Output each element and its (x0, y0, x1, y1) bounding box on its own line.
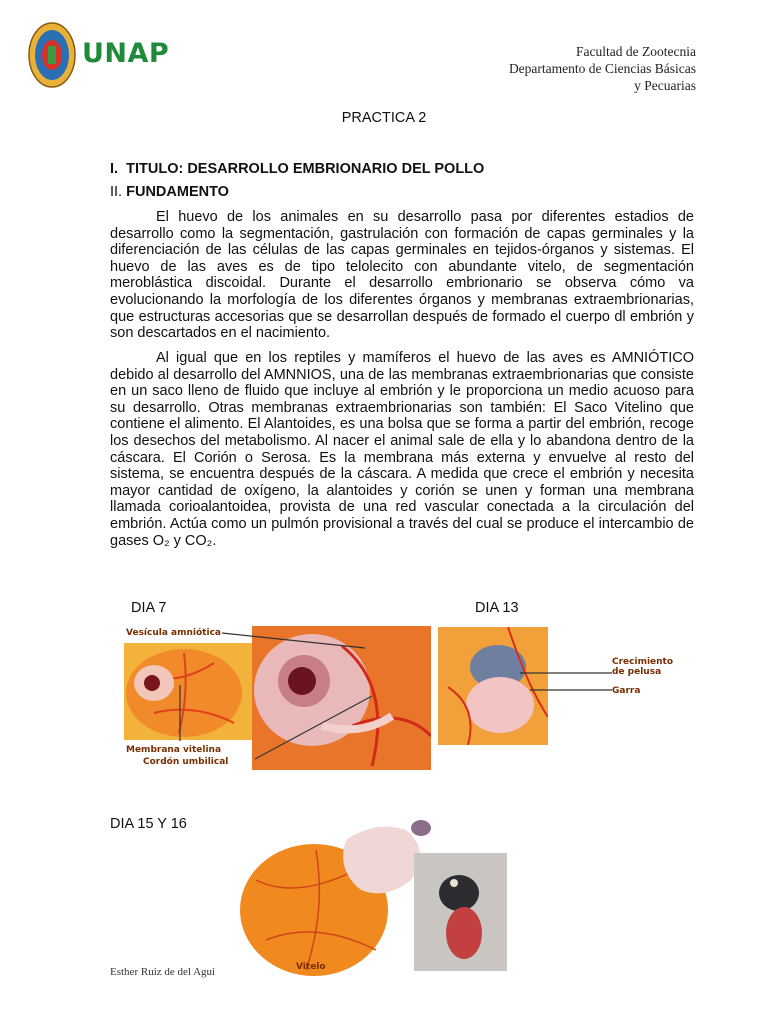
institution-line: Facultad de Zootecnia (576, 44, 696, 59)
embryo-day16-photo (414, 853, 507, 971)
paragraph-2 (110, 350, 694, 549)
callout-cordon-umbilical: Cordón umbilical (143, 757, 229, 767)
section-fundamento-heading (110, 184, 229, 200)
callout-membrana-vitelina: Membrana vitelina (126, 745, 222, 755)
callout-garra: Garra (612, 686, 641, 696)
section-fundamento-text: FUNDAMENTO (126, 184, 229, 200)
unap-logo-text: UNAP (82, 38, 170, 69)
figure-label-dia13: DIA 13 (475, 600, 519, 616)
figure-label-dia7: DIA 7 (131, 600, 167, 616)
section-title-heading (110, 161, 484, 177)
section-number: II. (110, 184, 123, 200)
institution-line: Departamento de Ciencias Básicas (508, 61, 696, 76)
callout-arrows-dia7 (150, 620, 380, 760)
callout-arrows-dia13 (520, 665, 612, 695)
callout-vitelo: Vitelo (296, 962, 326, 972)
paragraph-text: Al igual que en los reptiles y mamíferos el huevo de las aves es AMNIÓTICO debido al desarrollo del AMNNIOS, una de las membranas extraembrionarias que consiste en un saco lleno de fluido que incluye al embrión y le proporciona un medio acuoso para su desarrollo. Otras membranas extraembrionarias son también: El Saco Vitelino que contiene el alimento. El Alantoides, es una bolsa que se forma a partir del embrión, recoge los desechos del metabolismo. Al nacer el animal sale de ella y lo abandona dentro de la cáscara. El Corión o Serosa. Es la membrana más externa y envuelve al resto del sistema, se encuentra después de la cáscara. A medida que crece el embrión y necesita mayor cantidad de oxígeno, la alantoides y corión se unen y forman una membrana llamada corioalantoidea, provista de una red vascular conectada a la circulación del embrión. Actúa como un pulmón provisional a través del cual se produce el intercambio de gases O₂ y CO₂. (110, 350, 694, 549)
institution-block (509, 43, 696, 94)
institution-line: y Pecuarias (634, 78, 696, 93)
university-seal-logo (28, 22, 76, 88)
embryo-day15-yolk-photo (236, 810, 436, 978)
callout-vesicula-amniotica: Vesícula amniótica (126, 628, 221, 638)
paragraph-text: El huevo de los animales en su desarrollo pasa por diferentes estadios de desarrollo como la segmentación, gastrulación con formación de capas germinales y la diferenciación de las células de las capas germinales en tejidos-órganos y sistemas. El huevo de las aves es de tipo telolecito con abundante vitelo, de segmentación meroblástica discoidal. Durante el desarrollo embrionario se observa cómo va evolucionando la morfología de los diferentes órganos y membranas extraembrionarias, que estructuras accesorias que se desarrollan después de formado el cuerpo dl embrión y son descartados en el nacimiento. (110, 209, 694, 342)
section-number: I. (110, 161, 119, 177)
practice-title: PRACTICA 2 (341, 110, 427, 126)
paragraph-1 (110, 209, 694, 342)
footer-author: Esther Ruiz de del Agui (110, 966, 216, 978)
figure-label-dia15: DIA 15 Y 16 (110, 816, 187, 832)
callout-crecimiento-pelusa: Crecimiento de pelusa (612, 657, 674, 677)
section-title-text: TITULO: DESARROLLO EMBRIONARIO DEL POLLO (126, 161, 485, 177)
